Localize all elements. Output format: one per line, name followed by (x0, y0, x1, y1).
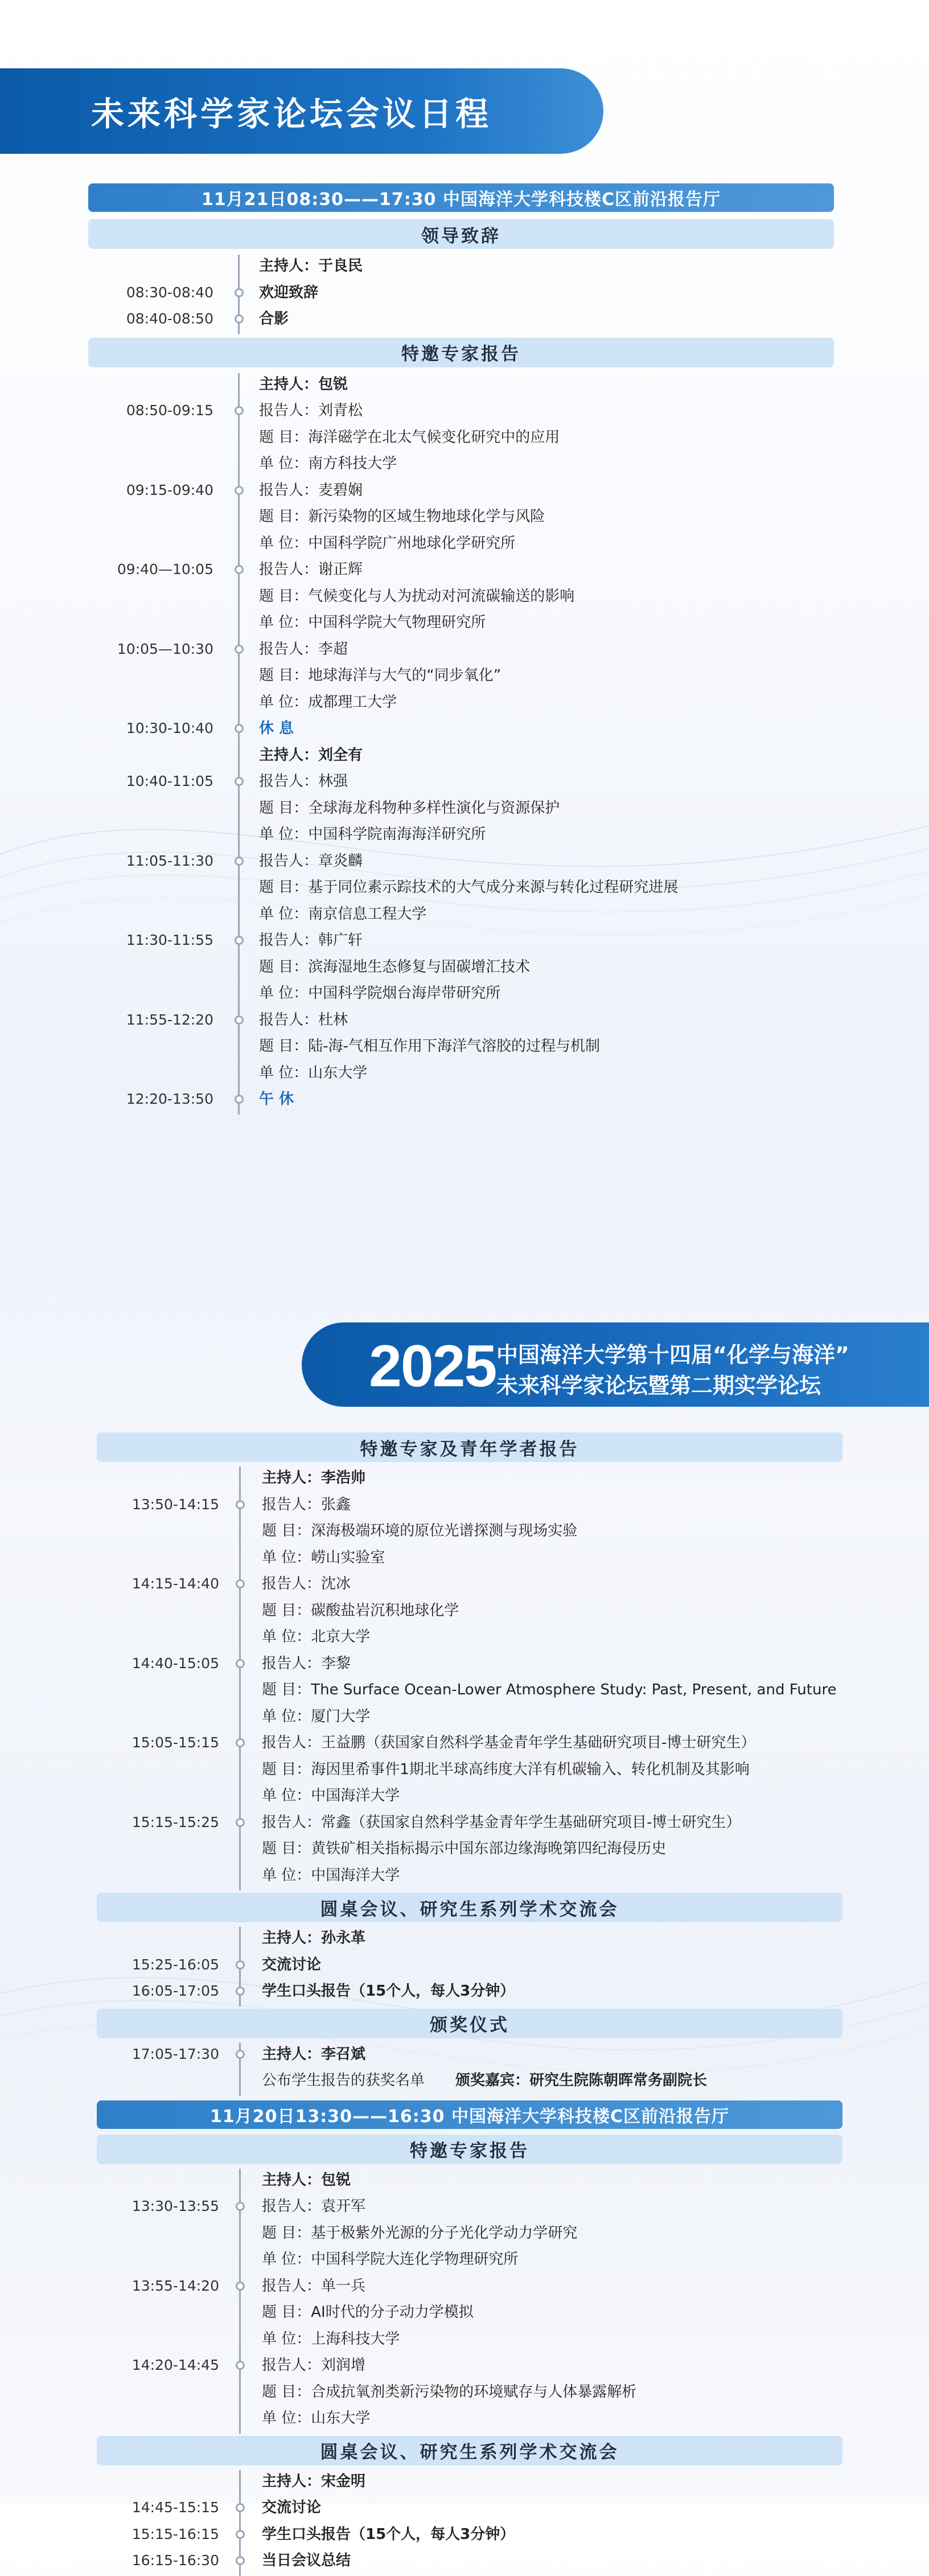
timeline-dot (236, 2530, 245, 2539)
timeline-dot (236, 2556, 245, 2565)
timeline-dot (236, 1738, 245, 1747)
unit-label: 单 位：中国科学院南海海洋研究所 (259, 826, 486, 843)
time-label: 11:30-11:55 (126, 932, 213, 948)
banner-line2: 未来科学家论坛暨第二期实学论坛 (496, 1373, 821, 1398)
time-label: 08:30-08:40 (126, 284, 213, 301)
topic-label: 题 目：滨海湿地生态修复与固碳增汇技术 (259, 958, 531, 976)
time-label: 14:45-15:15 (131, 2499, 219, 2516)
time-label: 14:20-14:45 (131, 2357, 219, 2373)
unit-label: 单 位：厦门大学 (262, 1707, 371, 1725)
topic-label: 题 目：地球海洋与大气的“同步氧化” (259, 667, 502, 684)
unit-label: 单 位：上海科技大学 (262, 2330, 400, 2348)
reporter-label: 报告人：章炎麟 (259, 852, 363, 870)
timeline-dot (235, 724, 244, 733)
host-label: 主持人：李浩帅 (262, 1469, 366, 1486)
time-label: 14:15-14:40 (131, 1575, 219, 1592)
timeline-dot (236, 2050, 245, 2059)
reporter-label: 报告人：沈冰 (262, 1575, 351, 1592)
unit-label: 单 位：山东大学 (259, 1064, 368, 1082)
topic-label: 题 目：气候变化与人为扰动对河流碳输送的影响 (259, 587, 575, 605)
time-label: 15:15-15:25 (131, 1813, 219, 1830)
break-label: 午 休 (259, 1091, 294, 1108)
topic-label: 题 目：基于极紫外光源的分子光化学动力学研究 (262, 2224, 578, 2242)
host-label: 主持人：宋金明 (262, 2472, 366, 2490)
title-banner (0, 68, 603, 154)
time-label: 15:05-15:15 (131, 1734, 219, 1751)
section-bar: 圆桌会议、研究生系列学术交流会 (97, 1893, 842, 1922)
date-location-bar: 11月20日13:30——16:30 中国海洋大学科技楼C区前沿报告厅 (97, 2100, 842, 2129)
time-label: 13:50-14:15 (131, 1496, 219, 1513)
topic-label: 题 目：碳酸盐岩沉积地球化学 (262, 1602, 459, 1619)
unit-label: 单 位：中国海洋大学 (262, 1787, 400, 1804)
timeline-dot (235, 936, 244, 945)
section-bar: 特邀专家及青年学者报告 (97, 1432, 842, 1462)
time-label: 11:05-11:30 (126, 852, 213, 869)
award-label: 公布学生报告的获奖名单 (262, 2072, 425, 2089)
time-label: 12:20-13:50 (126, 1091, 213, 1107)
unit-label: 单 位：崂山实验室 (262, 1549, 385, 1566)
topic-label: 题 目：深海极端环境的原位光谱探测与现场实验 (262, 1522, 578, 1539)
topic-label: 题 目：全球海龙科物种多样性演化与资源保护 (259, 799, 560, 817)
host-label: 主持人：包锐 (262, 2171, 351, 2189)
timeline-dot (235, 777, 244, 786)
section-bar: 圆桌会议、研究生系列学术交流会 (97, 2436, 842, 2466)
unit-label: 单 位：南京信息工程大学 (259, 905, 427, 923)
time-label: 14:40-15:05 (131, 1654, 219, 1672)
reporter-label: 报告人：杜林 (259, 1011, 348, 1029)
topic-label: 题 目：黄铁矿相关指标揭示中国东部边缘海晚第四纪海侵历史 (262, 1840, 667, 1857)
timeline-dot (236, 1818, 245, 1827)
timeline-dot (236, 2202, 245, 2211)
timeline-dot (236, 2361, 245, 2370)
topic-label: 题 目：新污染物的区域生物地球化学与风险 (259, 508, 545, 525)
timeline-line (238, 373, 240, 1115)
timeline-dot (236, 1579, 245, 1588)
date-location-bar: 11月21日08:30——17:30 中国海洋大学科技楼C区前沿报告厅 (88, 183, 834, 212)
reporter-label: 报告人：谢正辉 (259, 561, 363, 578)
timeline-dot (235, 314, 244, 323)
reporter-label: 报告人：李超 (259, 640, 348, 658)
award-guest: 颁奖嘉宾：研究生院陈朝晖常务副院长 (455, 2072, 708, 2089)
time-label: 10:40-11:05 (126, 773, 213, 789)
host-label: 主持人：包锐 (259, 375, 348, 393)
topic-label: 题 目：海洋磁学在北太气候变化研究中的应用 (259, 428, 560, 446)
time-label: 08:40-08:50 (126, 310, 213, 327)
timeline-dot (235, 288, 244, 297)
topic-label: 题 目：The Surface Ocean-Lower Atmosphere Study: Past, Present, and Future (262, 1681, 837, 1698)
time-label: 10:30-10:40 (126, 720, 213, 736)
timeline-dot (236, 1960, 245, 1969)
time-label: 09:40—10:05 (117, 561, 213, 578)
timeline-dot (236, 1987, 245, 1996)
time-label: 17:05-17:30 (131, 2045, 219, 2062)
time-label: 16:15-16:30 (131, 2552, 219, 2569)
page-title: 未来科学家论坛会议日程 (91, 95, 492, 133)
unit-label: 单 位：中国科学院大气物理研究所 (259, 614, 486, 631)
timeline-dot (235, 1015, 244, 1025)
item-label: 欢迎致辞 (259, 284, 319, 301)
topic-label: 题 目：合成抗氧剂类新污染物的环境赋存与人体暴露解析 (262, 2383, 637, 2401)
time-label: 09:15-09:40 (126, 481, 213, 498)
unit-label: 单 位：南方科技大学 (259, 455, 397, 472)
reporter-label: 报告人：林强 (259, 773, 348, 790)
break-label: 休 息 (259, 720, 294, 737)
unit-label: 单 位：中国海洋大学 (262, 1866, 400, 1884)
time-label: 15:25-16:05 (131, 1956, 219, 1973)
timeline-dot (236, 1500, 245, 1509)
unit-label: 单 位：中国科学院广州地球化学研究所 (259, 534, 516, 552)
topic-label: 题 目：陆-海-气相互作用下海洋气溶胶的过程与机制 (259, 1038, 601, 1055)
time-label: 13:55-14:20 (131, 2277, 219, 2294)
reporter-label: 报告人：李黎 (262, 1654, 351, 1672)
reporter-label: 报告人：刘青松 (259, 402, 363, 419)
host-label: 主持人：刘全有 (259, 746, 363, 764)
timeline-dot (236, 1659, 245, 1668)
time-label: 10:05—10:30 (117, 640, 213, 657)
reporter-label: 报告人：韩广轩 (259, 932, 363, 949)
unit-label: 单 位：成都理工大学 (259, 693, 397, 711)
item-label: 交流讨论 (262, 2499, 322, 2516)
host-label: 主持人：孙永革 (262, 1930, 366, 1947)
item-label: 交流讨论 (262, 1956, 322, 1973)
section-bar: 特邀专家报告 (97, 2135, 842, 2164)
time-label: 16:05-17:05 (131, 1983, 219, 1999)
item-label: 当日会议总结 (262, 2552, 351, 2569)
forum-banner (302, 1322, 929, 1407)
reporter-label: 报告人：袁开军 (262, 2198, 366, 2215)
section-bar: 颁奖仪式 (97, 2009, 842, 2038)
reporter-label: 报告人：张鑫 (262, 1496, 351, 1513)
timeline-dot (235, 857, 244, 866)
timeline-dot (235, 406, 244, 415)
host-label: 主持人：于良民 (259, 257, 363, 275)
timeline-dot (235, 1095, 244, 1104)
timeline-dot (235, 565, 244, 574)
banner-year: 2025 (369, 1333, 496, 1399)
item-label: 学生口头报告（15个人，每人3分钟） (262, 2525, 515, 2543)
timeline-dot (235, 645, 244, 654)
reporter-label: 报告人：常鑫（获国家自然科学基金青年学生基础研究项目-博士研究生） (262, 1813, 741, 1831)
time-label: 15:15-16:15 (131, 2525, 219, 2542)
unit-label: 单 位：山东大学 (262, 2410, 371, 2427)
unit-label: 单 位：中国科学院大连化学物理研究所 (262, 2251, 519, 2268)
reporter-label: 报告人：单一兵 (262, 2277, 366, 2295)
item-label: 合影 (259, 310, 289, 327)
time-label: 11:55-12:20 (126, 1011, 213, 1028)
time-label: 13:30-13:55 (131, 2198, 219, 2214)
timeline-dot (236, 2503, 245, 2512)
reporter-label: 报告人：王益鹏（获国家自然科学基金青年学生基础研究项目-博士研究生） (262, 1734, 756, 1751)
item-label: 学生口头报告（15个人，每人3分钟） (262, 1983, 515, 2000)
section-bar: 领导致辞 (88, 219, 834, 249)
reporter-label: 报告人：刘润增 (262, 2357, 366, 2374)
topic-label: 题 目：基于同位素示踪技术的大气成分来源与转化过程研究进展 (259, 879, 679, 896)
timeline-dot (235, 486, 244, 495)
unit-label: 单 位：北京大学 (262, 1628, 371, 1645)
section-bar: 特邀专家报告 (88, 338, 834, 367)
timeline-dot (236, 2282, 245, 2291)
time-label: 08:50-09:15 (126, 402, 213, 419)
topic-label: 题 目：AI时代的分子动力学模拟 (262, 2304, 474, 2321)
topic-label: 题 目：海因里希事件1期北半球高纬度大洋有机碳输入、转化机制及其影响 (262, 1760, 750, 1778)
unit-label: 单 位：中国科学院烟台海岸带研究所 (259, 985, 501, 1002)
reporter-label: 报告人：麦碧娴 (259, 481, 363, 499)
banner-line1: 中国海洋大学第十四届“化学与海洋” (496, 1342, 849, 1367)
host-label: 主持人：李召斌 (262, 2045, 366, 2063)
